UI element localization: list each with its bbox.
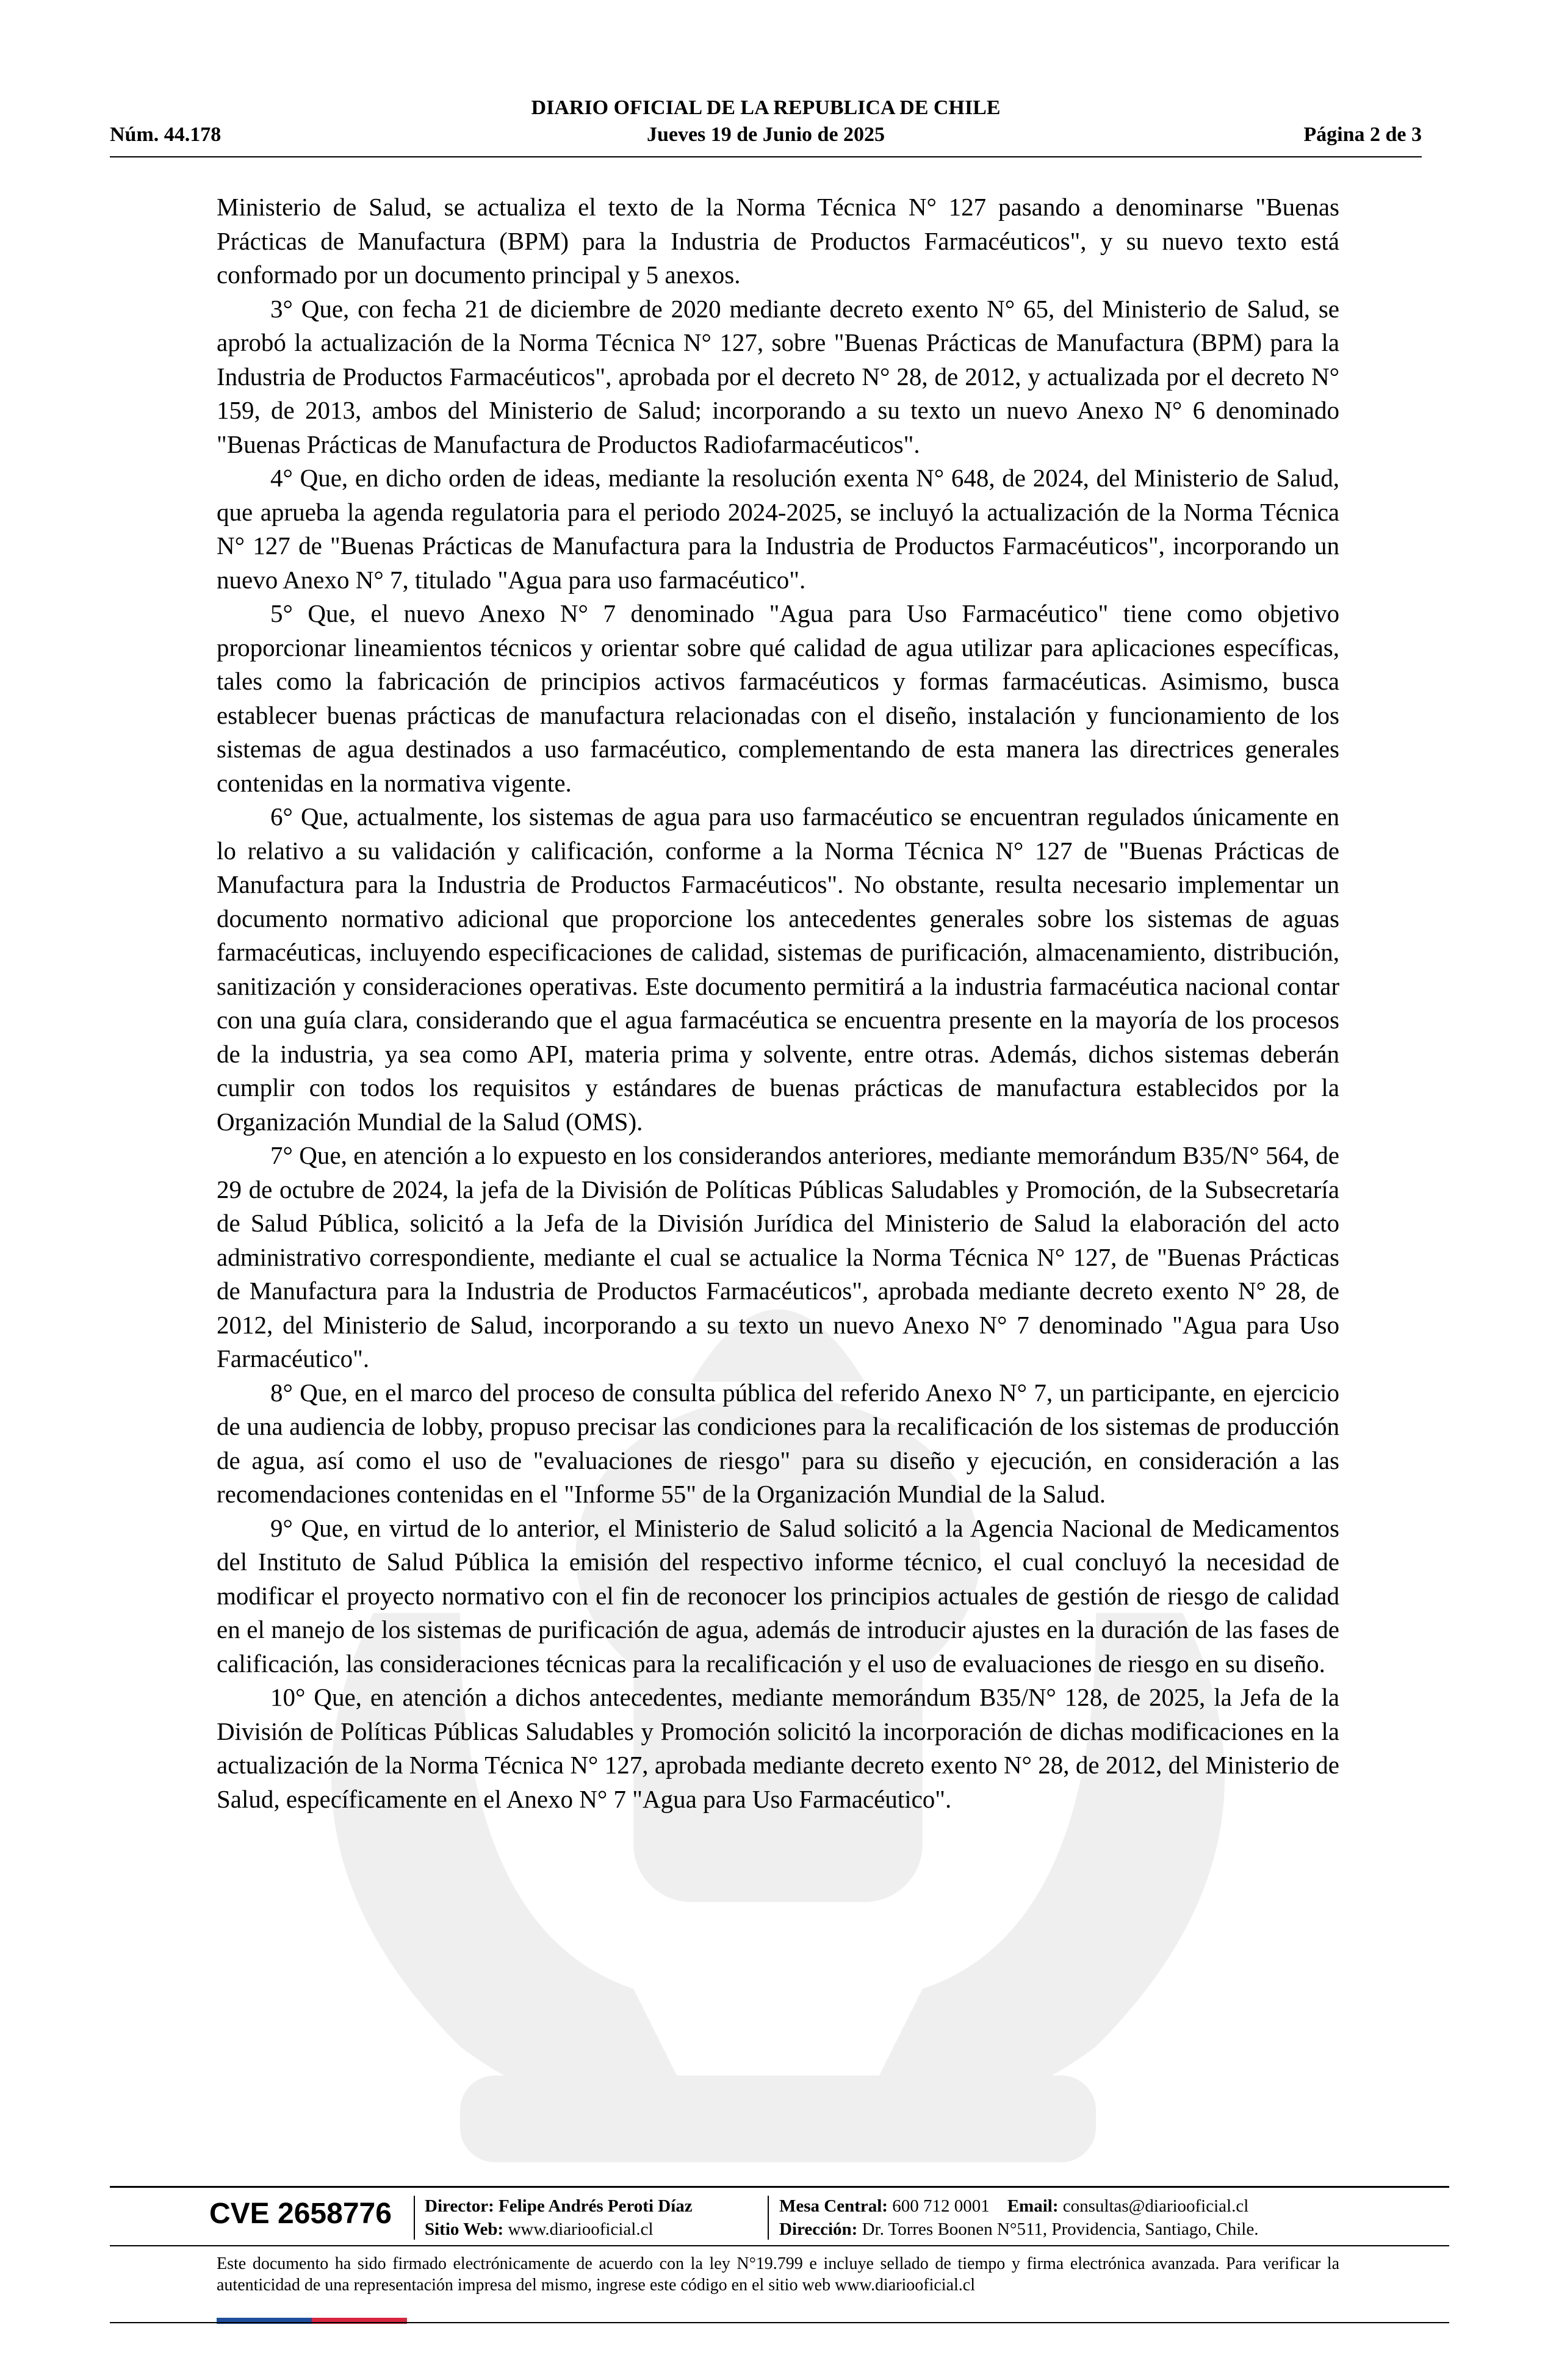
contact-line: [779, 2194, 1258, 2218]
phone-number: 600 712 0001: [892, 2196, 990, 2216]
footer-separator: [768, 2196, 769, 2240]
director-line: [425, 2194, 693, 2218]
document-body: [217, 190, 1339, 1816]
website-line: [425, 2218, 693, 2241]
paragraph-considerando-10: 10° Que, en atención a dichos antecedentes, mediante memorándum B35/N° 128, de 2025, la Jefa de la División de Políticas Públicas Saludables y Promoción solicitó la incorporación de dichas modificaciones en la actualización de la Norma Técnica N° 127, aprobada mediante decreto exento N° 28, de 2012, del Ministerio de Salud, específicamente en el Anexo N° 7 "Agua para Uso Farmacéutico".: [217, 1683, 1339, 1813]
paragraph-considerando-7: 7° Que, en atención a lo expuesto en los considerandos anteriores, mediante memorándum B35/N° 564, de 29 de octubre de 2024, la jefa de la División de Políticas Públicas Saludables y Promoción, de la Subsecretaría de Salud Pública, solicitó a la Jefa de la División Jurídica del Ministerio de Salud la elaboración del acto administrativo correspondiente, mediante el cual se actualice la Norma Técnica N° 127, de "Buenas Prácticas de Manufactura para la Industria de Productos Farmacéuticos", aprobada mediante decreto exento N° 28, de 2012, del Ministerio de Salud, incorporando a su texto un nuevo Anexo N° 7 denominado "Agua para Uso Farmacéutico".: [217, 1141, 1339, 1372]
paragraph-considerando-8: 8° Que, en el marco del proceso de consulta pública del referido Anexo N° 7, un participante, en ejercicio de una audiencia de lobby, propuso precisar las condiciones para la recalificación de los sistemas de producción de agua, así como el uso de "evaluaciones de riesgo" para su diseño y ejecución, en consideración a las recomendaciones contenidas en el "Informe 55" de la Organización Mundial de la Salud.: [217, 1378, 1339, 1508]
director-name: Felipe Andrés Peroti Díaz: [499, 2196, 693, 2216]
footer-separator: [414, 2196, 415, 2240]
footer-bottom-divider: [110, 2322, 1449, 2323]
paragraph-considerando-6: 6° Que, actualmente, los sistemas de agua para uso farmacéutico se encuentran regulados únicamente en lo relativo a su validación y calificación, conforme a la Norma Técnica N° 127 de "Buenas Prácticas de Manufactura para la Industria de Productos Farmacéuticos". No obstante, resulta necesario implementar un documento normativo adicional que proporcione los antecedentes generales sobre los sistemas de aguas farmacéuticas, incluyendo especificaciones de calidad, sistemas de purificación, almacenamiento, distribución, sanitización y consideraciones operativas. Este documento permitirá a la industria farmacéutica nacional contar con una guía clara, considerando que el agua farmacéutica se encuentra presente en la mayoría de los procesos de la industria, ya sea como API, materia prima y solvente, entre otras. Además, dichos sistemas deberán cumplir con todos los requisitos y estándares de buenas prácticas de manufactura establecidos por la Organización Mundial de la Salud (OMS).: [217, 802, 1339, 1136]
footer-top-divider: [110, 2186, 1449, 2188]
address-line: [779, 2218, 1258, 2241]
paragraph-continuation: Ministerio de Salud, se actualiza el texto de la Norma Técnica N° 127 pasando a denominarse "Buenas Prácticas de Manufactura (BPM) para la Industria de Productos Farmacéuticos", y su nuevo texto está conformado por un documento principal y 5 anexos.: [217, 193, 1339, 289]
phone-label: Mesa Central:: [779, 2196, 888, 2216]
paragraph-considerando-5: 5° Que, el nuevo Anexo N° 7 denominado "Agua para Uso Farmacéutico" tiene como objetivo proporcionar lineamientos técnicos y orientar sobre qué calidad de agua utilizar para aplicaciones específicas, tales como la fabricación de principios activos farmacéuticos y formas farmacéuticas. Asimismo, busca establecer buenas prácticas de manufactura relacionadas con el diseño, instalación y funcionamiento de los sistemas de agua destinados a uso farmacéutico, complementando de esta manera las directrices generales contenidas en la normativa vigente.: [217, 599, 1339, 797]
paragraph-considerando-4: 4° Que, en dicho orden de ideas, mediante la resolución exenta N° 648, de 2024, del Ministerio de Salud, que aprueba la agenda regulatoria para el periodo 2024-2025, se incluyó la actualización de la Norma Técnica N° 127 de "Buenas Prácticas de Manufactura para la Industria de Productos Farmacéuticos", incorporando un nuevo Anexo N° 7, titulado "Agua para uso farmacéutico".: [217, 464, 1339, 594]
website-label: Sitio Web:: [425, 2220, 504, 2239]
page-header: [110, 95, 1422, 156]
cve-code: CVE 2658776: [209, 2198, 392, 2230]
address-value: Dr. Torres Boonen N°511, Providencia, Santiago, Chile.: [862, 2220, 1259, 2239]
publication-title: DIARIO OFICIAL DE LA REPUBLICA DE CHILE: [531, 96, 1001, 119]
director-label: Director:: [425, 2196, 494, 2216]
footer-middle-divider: [110, 2245, 1449, 2246]
legal-notice: Este documento ha sido firmado electrónicamente de acuerdo con la ley N°19.799 e incluye sellado de tiempo y firma electrónica avanzada. Para verificar la autenticidad de una representación impresa del mismo, ingrese este código en el sitio web www.diariooficial.cl: [217, 2254, 1339, 2295]
address-label: Dirección:: [779, 2220, 858, 2239]
email-link[interactable]: consultas@diariooficial.cl: [1062, 2196, 1249, 2216]
header-divider: [110, 156, 1422, 157]
footer-director-info: [425, 2194, 693, 2241]
page-number: Página 2 de 3: [1303, 123, 1422, 146]
issue-date: Jueves 19 de Junio de 2025: [646, 123, 885, 146]
email-label: Email:: [1007, 2196, 1059, 2216]
footer-contact-info: [779, 2194, 1258, 2241]
paragraph-considerando-9: 9° Que, en virtud de lo anterior, el Ministerio de Salud solicitó a la Agencia Nacional de Medicamentos del Instituto de Salud Pública la emisión del respectivo informe técnico, el cual concluyó la necesidad de modificar el proyecto normativo con el fin de reconocer los principios actuales de gestión de riesgo de calidad en el manejo de los sistemas de purificación de agua, además de introducir ajustes en la duración de las fases de calificación, las consideraciones técnicas para la recalificación y el uso de evaluaciones de riesgo en su diseño.: [217, 1513, 1339, 1678]
website-link[interactable]: www.diariooficial.cl: [508, 2220, 654, 2239]
paragraph-considerando-3: 3° Que, con fecha 21 de diciembre de 2020 mediante decreto exento N° 65, del Ministerio de Salud, se aprobó la actualización de la Norma Técnica N° 127, sobre "Buenas Prácticas de Manufactura (BPM) para la Industria de Productos Farmacéuticos", aprobada por el decreto N° 28, de 2012, y actualizada por el decreto N° 159, de 2013, ambos del Ministerio de Salud; incorporando a su texto un nuevo Anexo N° 6 denominado "Buenas Prácticas de Manufactura de Productos Radiofarmacéuticos".: [217, 294, 1339, 458]
issue-number: Núm. 44.178: [110, 123, 222, 146]
